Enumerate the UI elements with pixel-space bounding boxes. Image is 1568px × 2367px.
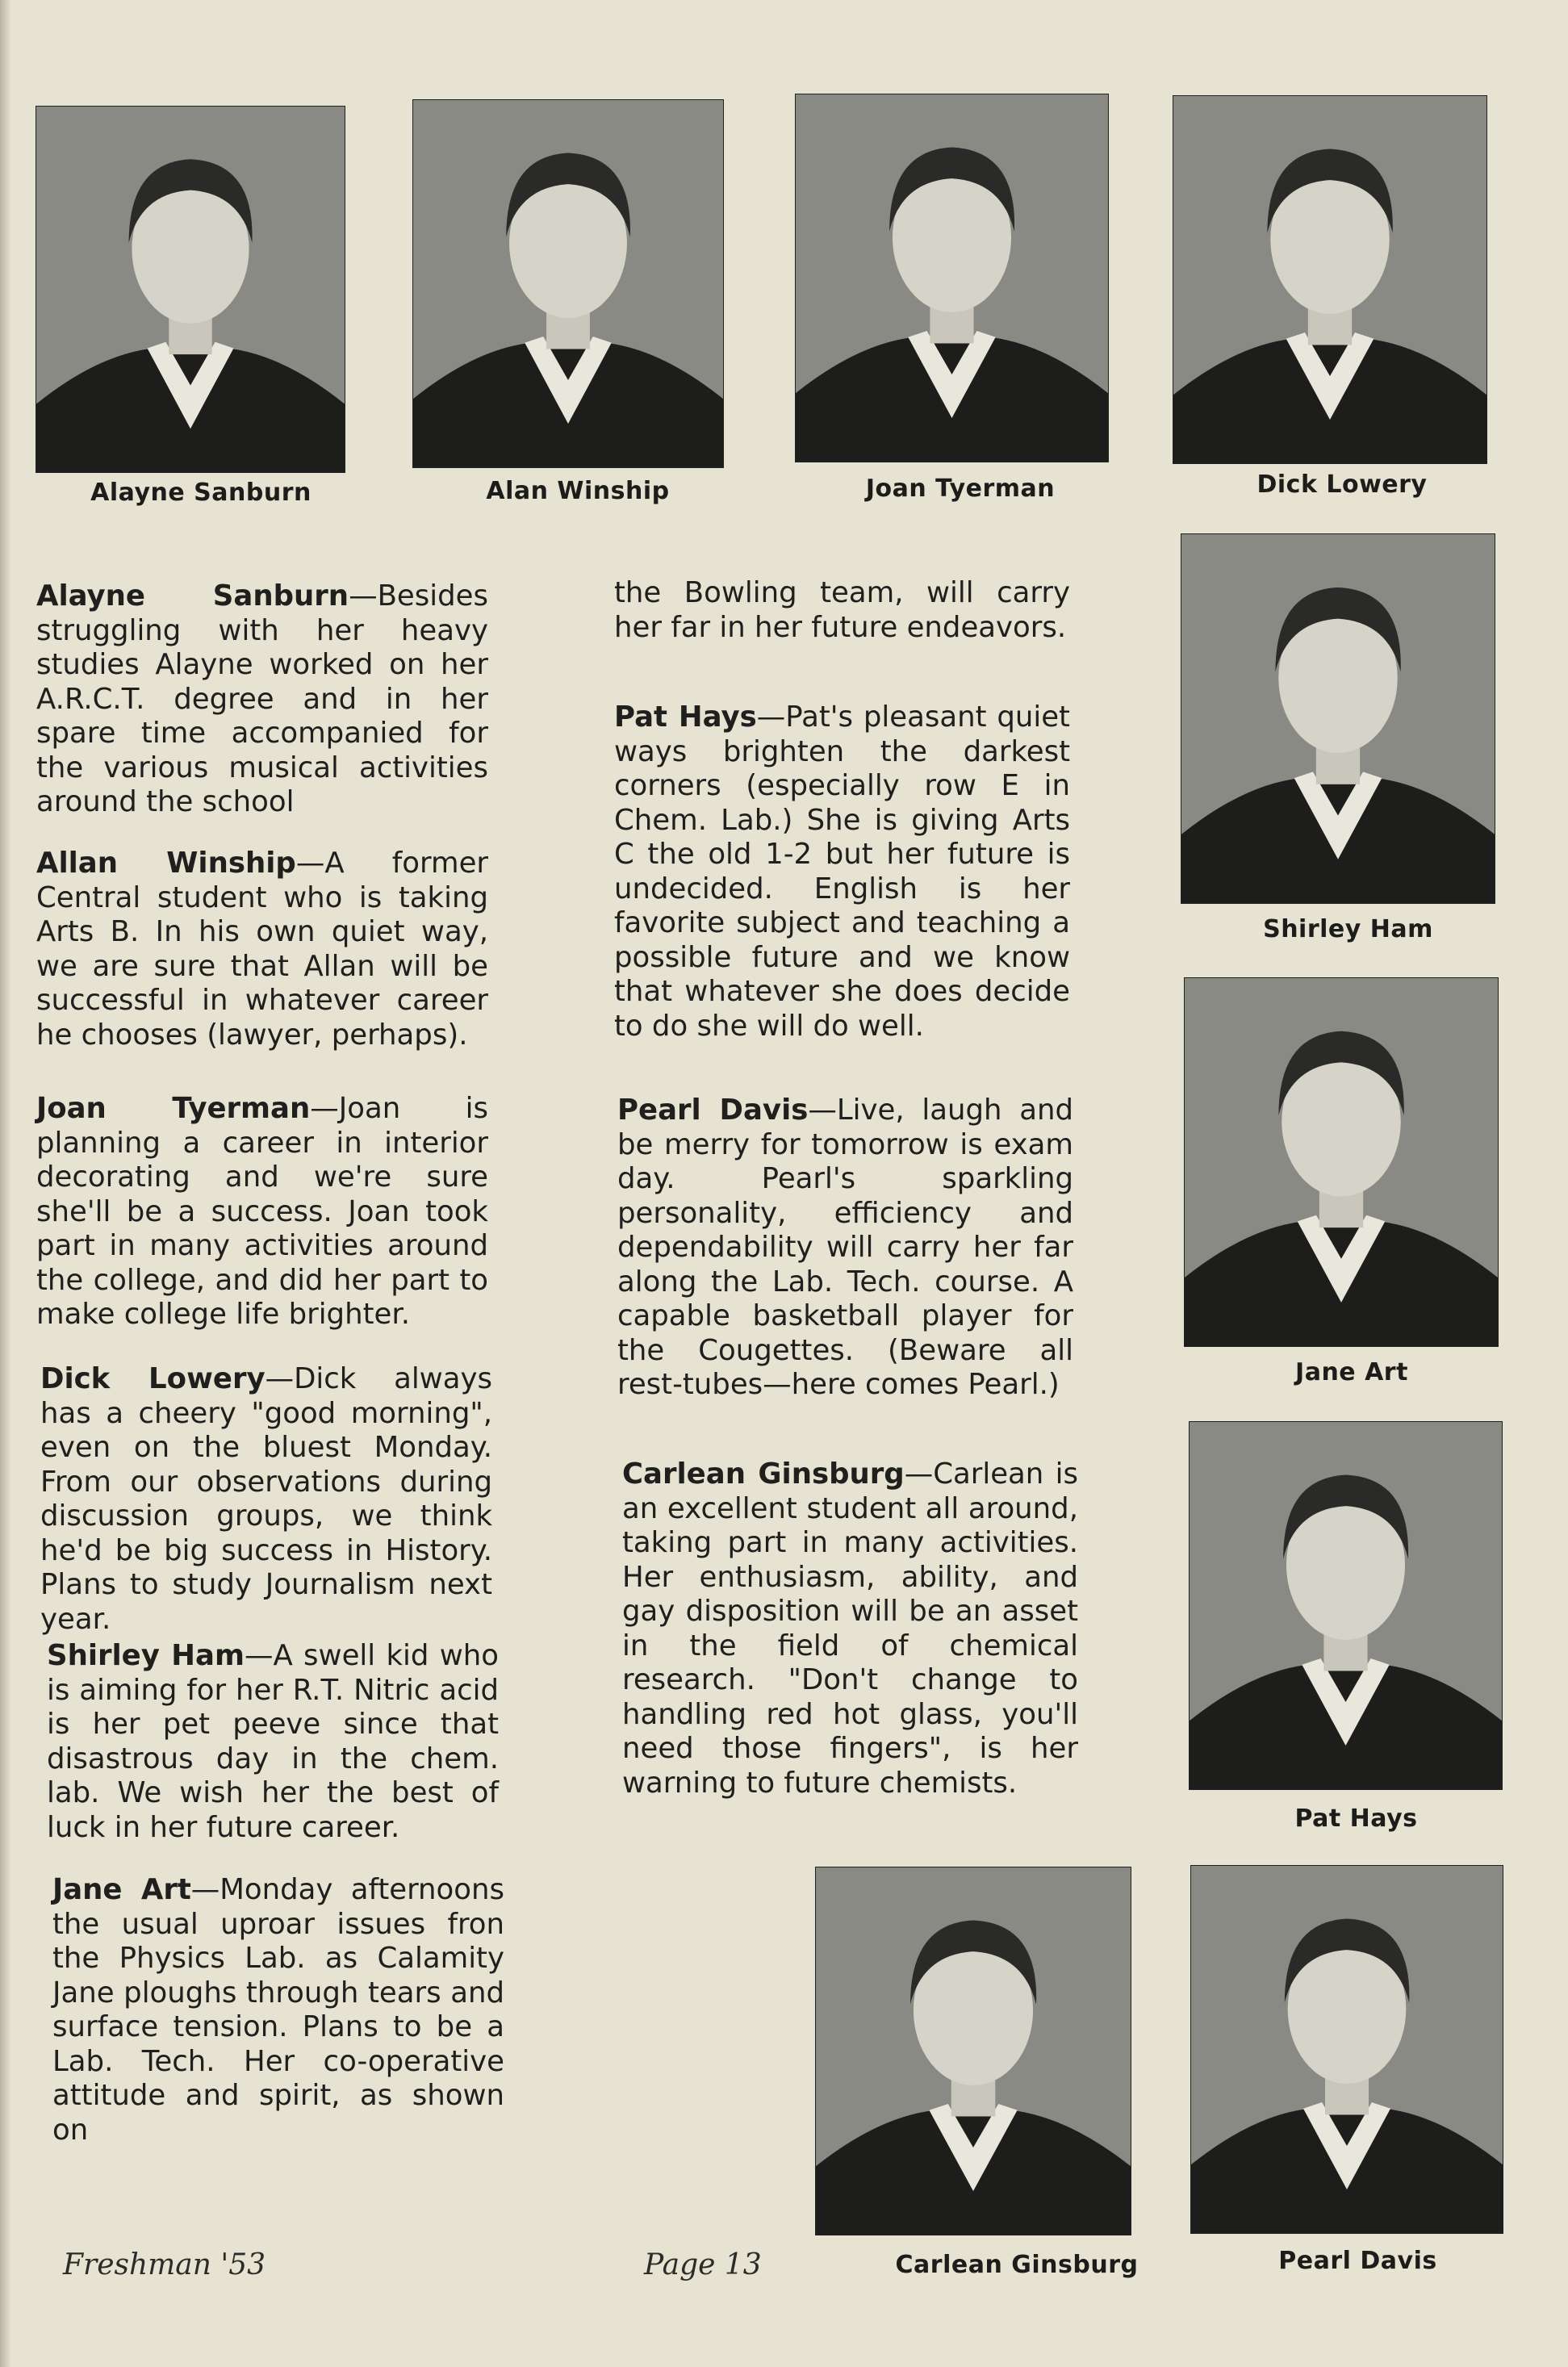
bio-text: —Carlean is an excellent student all around, taking part in many activities. Her enthusiasm, ability, and gay disposition will be an asset in the field of chemical research. "Don't change to handling red hot glass, you'll need those fingers", is her warning to future chemists. xyxy=(622,1457,1078,1800)
bio-name: Alayne Sanburn xyxy=(36,579,349,613)
bio-text: —A former Central student who is taking Arts B. In his own quiet way, we are sure that Allan will be successful in whatever career he chooses (lawyer, perhaps). xyxy=(36,847,489,1052)
portrait-caption: Alan Winship xyxy=(486,477,670,505)
bio-text: —Besides struggling with her heavy studies Alayne worked on her A.R.C.T. degree and in her spare time accompanied for the various musical activities around the school xyxy=(36,579,488,818)
bio-carlean-ginsburg xyxy=(622,1457,1078,1800)
bio-name: Shirley Ham xyxy=(47,1639,245,1672)
bio-text: —Joan is planning a career in interior decorating and we're sure she'll be a success. Joan took part in many activities around the college, and did her part to make college life brighter. xyxy=(36,1092,488,1331)
bio-name: Joan Tyerman xyxy=(36,1092,311,1125)
bio-text: —Live, laugh and be merry for tomorrow is exam day. Pearl's sparkling personality, efficiency and dependability will carry her far along the Lab. Tech. course. A capable basketball player for the Cougettes. (Beware all rest-tubes—here comes Pearl.) xyxy=(617,1094,1073,1401)
bio-jane-art-continued xyxy=(614,576,1070,645)
portrait-photo-pearl-davis xyxy=(1190,1865,1503,2234)
bio-name: Carlean Ginsburg xyxy=(622,1457,905,1491)
portrait-illustration xyxy=(1191,1866,1503,2233)
portrait-photo-alayne-sanburn xyxy=(36,106,345,473)
portrait-photo-pat-hays xyxy=(1189,1421,1503,1790)
portrait-illustration xyxy=(816,1867,1131,2235)
bio-allan-winship xyxy=(36,847,488,1052)
portrait-illustration xyxy=(36,107,345,472)
portrait-caption: Shirley Ham xyxy=(1263,915,1433,943)
portrait-illustration xyxy=(1173,96,1486,463)
bio-text: the Bowling team, will carry her far in her future endeavors. xyxy=(614,576,1070,644)
portrait-caption: Pearl Davis xyxy=(1278,2247,1437,2275)
portrait-photo-carlean-ginsburg xyxy=(815,1867,1131,2235)
bio-name: Pat Hays xyxy=(614,700,757,734)
portrait-caption: Alayne Sanburn xyxy=(90,479,312,507)
bio-name: Jane Art xyxy=(52,1873,191,1906)
bio-name: Allan Winship xyxy=(36,847,296,880)
portrait-caption: Pat Hays xyxy=(1294,1805,1418,1833)
portrait-illustration xyxy=(1185,978,1498,1346)
bio-jane-art xyxy=(52,1873,504,2147)
bio-alayne-sanburn xyxy=(36,579,488,820)
bio-text: —Dick always has a cheery "good morning", even on the bluest Monday. From our observations during discussion groups, we think he'd be big success in History. Plans to study Journalism next year. xyxy=(40,1362,492,1636)
portrait-illustration xyxy=(796,94,1108,462)
portrait-illustration xyxy=(1181,534,1495,903)
portrait-photo-jane-art xyxy=(1184,977,1499,1347)
footer-yearbook-title: Freshman '53 xyxy=(63,2248,266,2281)
bio-text: —Pat's pleasant quiet ways brighten the darkest corners (especially row E in Chem. Lab.) She is giving Arts C the old 1-2 but her future is undecided. English is her favorite subject and teaching a possible future and we know that whatever she does decide to do she will do well. xyxy=(614,700,1070,1043)
bio-text: —A swell kid who is aiming for her R.T. Nitric acid is her pet peeve since that disastrous day in the chem. lab. We wish her the best of luck in her future career. xyxy=(47,1639,499,1844)
bio-dick-lowery xyxy=(40,1362,492,1637)
bio-shirley-ham xyxy=(47,1639,499,1845)
portrait-photo-shirley-ham xyxy=(1181,533,1495,904)
portrait-caption: Joan Tyerman xyxy=(865,475,1056,503)
footer-page-number: Page 13 xyxy=(644,2248,762,2281)
portrait-caption: Carlean Ginsburg xyxy=(895,2251,1139,2279)
bio-text: —Monday afternoons the usual uproar issues fron the Physics Lab. as Calamity Jane ploughs through tears and surface tension. Plans to be a Lab. Tech. Her co-operative attitude and spirit, as shown on xyxy=(52,1873,504,2147)
portrait-photo-joan-tyerman xyxy=(795,94,1109,462)
bio-name: Dick Lowery xyxy=(40,1362,266,1395)
portrait-photo-alan-winship xyxy=(412,99,724,468)
bio-pearl-davis xyxy=(617,1094,1073,1403)
portrait-illustration xyxy=(413,100,723,467)
bio-joan-tyerman xyxy=(36,1092,488,1332)
bio-name: Pearl Davis xyxy=(617,1094,809,1127)
portrait-caption: Jane Art xyxy=(1295,1358,1408,1386)
portrait-caption: Dick Lowery xyxy=(1256,470,1428,499)
page-binding-edge xyxy=(0,0,11,2367)
portrait-photo-dick-lowery xyxy=(1173,95,1487,464)
bio-pat-hays xyxy=(614,700,1070,1043)
portrait-illustration xyxy=(1190,1422,1502,1789)
